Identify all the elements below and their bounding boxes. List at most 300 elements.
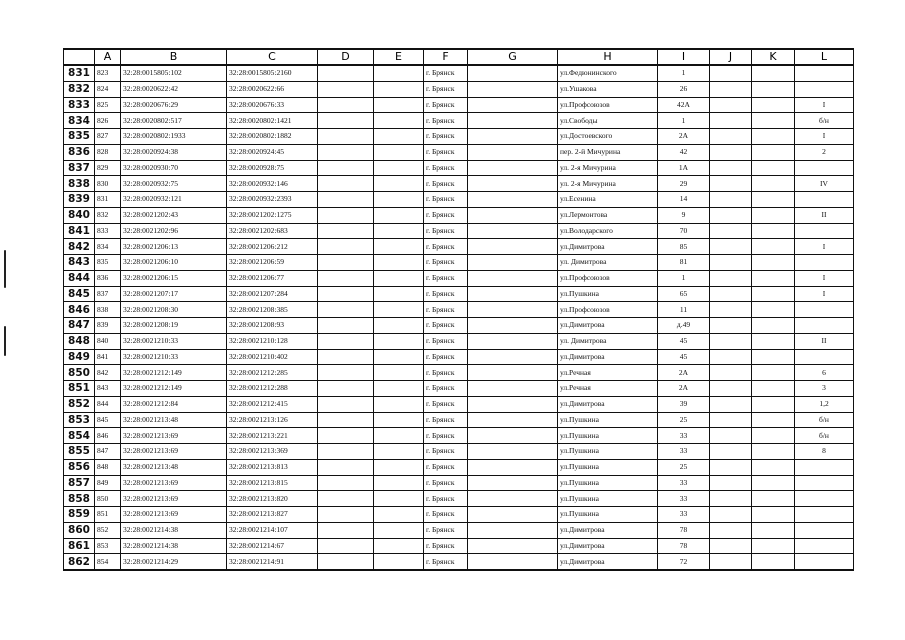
cell-k[interactable] <box>752 459 795 475</box>
cell-e[interactable] <box>374 381 424 397</box>
cell-h[interactable]: ул.Речная <box>558 365 658 381</box>
cell-b[interactable]: 32:28:0021207:17 <box>121 286 227 302</box>
row-number[interactable]: 837 <box>64 160 95 176</box>
column-header-b[interactable]: B <box>121 49 227 65</box>
cell-l[interactable]: 8 <box>795 444 854 460</box>
cell-e[interactable] <box>374 81 424 97</box>
row-number[interactable]: 832 <box>64 81 95 97</box>
cell-d[interactable] <box>318 365 374 381</box>
row-number[interactable]: 850 <box>64 365 95 381</box>
cell-g[interactable] <box>468 475 558 491</box>
cell-j[interactable] <box>710 318 752 334</box>
cell-g[interactable] <box>468 365 558 381</box>
cell-c[interactable]: 32:28:0020924:45 <box>227 144 318 160</box>
cell-k[interactable] <box>752 522 795 538</box>
cell-j[interactable] <box>710 475 752 491</box>
cell-a[interactable]: 840 <box>95 333 121 349</box>
column-header-corner[interactable] <box>64 49 95 65</box>
cell-g[interactable] <box>468 491 558 507</box>
cell-b[interactable]: 32:28:0021213:69 <box>121 444 227 460</box>
cell-j[interactable] <box>710 81 752 97</box>
cell-i[interactable]: 29 <box>658 176 710 192</box>
column-header-h[interactable]: H <box>558 49 658 65</box>
cell-b[interactable]: 32:28:0020802:1933 <box>121 129 227 145</box>
row-number[interactable]: 834 <box>64 113 95 129</box>
cell-b[interactable]: 32:28:0021214:29 <box>121 554 227 570</box>
cell-d[interactable] <box>318 381 374 397</box>
cell-c[interactable]: 32:28:0021208:385 <box>227 302 318 318</box>
cell-f[interactable]: г. Брянск <box>424 318 468 334</box>
row-number[interactable]: 839 <box>64 192 95 208</box>
cell-j[interactable] <box>710 302 752 318</box>
cell-i[interactable]: 81 <box>658 255 710 271</box>
cell-b[interactable]: 32:28:0021206:15 <box>121 270 227 286</box>
cell-e[interactable] <box>374 192 424 208</box>
cell-c[interactable]: 32:28:0021206:59 <box>227 255 318 271</box>
cell-a[interactable]: 839 <box>95 318 121 334</box>
cell-h[interactable]: ул.Федюнинского <box>558 65 658 81</box>
cell-k[interactable] <box>752 239 795 255</box>
cell-k[interactable] <box>752 538 795 554</box>
cell-i[interactable]: 11 <box>658 302 710 318</box>
cell-b[interactable]: 32:28:0021213:48 <box>121 459 227 475</box>
cell-h[interactable]: ул.Володарского <box>558 223 658 239</box>
cell-j[interactable] <box>710 129 752 145</box>
cell-b[interactable]: 32:28:0021212:149 <box>121 381 227 397</box>
cell-g[interactable] <box>468 239 558 255</box>
cell-a[interactable]: 836 <box>95 270 121 286</box>
cell-d[interactable] <box>318 192 374 208</box>
cell-j[interactable] <box>710 349 752 365</box>
cell-l[interactable]: 1,2 <box>795 396 854 412</box>
cell-k[interactable] <box>752 160 795 176</box>
cell-a[interactable]: 851 <box>95 507 121 523</box>
row-number[interactable]: 853 <box>64 412 95 428</box>
cell-i[interactable]: 1 <box>658 65 710 81</box>
cell-g[interactable] <box>468 129 558 145</box>
cell-g[interactable] <box>468 207 558 223</box>
cell-d[interactable] <box>318 538 374 554</box>
cell-g[interactable] <box>468 381 558 397</box>
cell-e[interactable] <box>374 333 424 349</box>
cell-a[interactable]: 845 <box>95 412 121 428</box>
cell-l[interactable] <box>795 491 854 507</box>
cell-c[interactable]: 32:28:0021207:284 <box>227 286 318 302</box>
cell-b[interactable]: 32:28:0020924:38 <box>121 144 227 160</box>
cell-i[interactable]: 45 <box>658 333 710 349</box>
cell-k[interactable] <box>752 176 795 192</box>
cell-j[interactable] <box>710 270 752 286</box>
cell-b[interactable]: 32:28:0015805:102 <box>121 65 227 81</box>
cell-f[interactable]: г. Брянск <box>424 207 468 223</box>
cell-c[interactable]: 32:28:0021213:820 <box>227 491 318 507</box>
row-number[interactable]: 845 <box>64 286 95 302</box>
cell-l[interactable]: 6 <box>795 365 854 381</box>
cell-c[interactable]: 32:28:0021214:107 <box>227 522 318 538</box>
cell-d[interactable] <box>318 97 374 113</box>
cell-a[interactable]: 849 <box>95 475 121 491</box>
cell-b[interactable]: 32:28:0021213:69 <box>121 428 227 444</box>
cell-k[interactable] <box>752 475 795 491</box>
cell-h[interactable]: ул.Пушкина <box>558 412 658 428</box>
column-header-a[interactable]: A <box>95 49 121 65</box>
cell-l[interactable]: IV <box>795 176 854 192</box>
cell-g[interactable] <box>468 97 558 113</box>
cell-k[interactable] <box>752 428 795 444</box>
cell-l[interactable]: б/н <box>795 113 854 129</box>
cell-k[interactable] <box>752 365 795 381</box>
cell-d[interactable] <box>318 207 374 223</box>
cell-d[interactable] <box>318 113 374 129</box>
row-number[interactable]: 862 <box>64 554 95 570</box>
cell-a[interactable]: 829 <box>95 160 121 176</box>
row-number[interactable]: 859 <box>64 507 95 523</box>
cell-f[interactable]: г. Брянск <box>424 113 468 129</box>
cell-i[interactable]: 14 <box>658 192 710 208</box>
cell-f[interactable]: г. Брянск <box>424 507 468 523</box>
cell-d[interactable] <box>318 412 374 428</box>
cell-l[interactable]: I <box>795 286 854 302</box>
cell-g[interactable] <box>468 223 558 239</box>
cell-d[interactable] <box>318 239 374 255</box>
cell-g[interactable] <box>468 318 558 334</box>
cell-k[interactable] <box>752 97 795 113</box>
cell-b[interactable]: 32:28:0021210:33 <box>121 333 227 349</box>
cell-c[interactable]: 32:28:0021214:67 <box>227 538 318 554</box>
cell-a[interactable]: 826 <box>95 113 121 129</box>
cell-h[interactable]: ул.Профсоюзов <box>558 270 658 286</box>
cell-j[interactable] <box>710 223 752 239</box>
cell-h[interactable]: ул.Димитрова <box>558 538 658 554</box>
cell-c[interactable]: 32:28:0020802:1421 <box>227 113 318 129</box>
cell-f[interactable]: г. Брянск <box>424 349 468 365</box>
cell-e[interactable] <box>374 223 424 239</box>
cell-l[interactable] <box>795 554 854 570</box>
row-number[interactable]: 844 <box>64 270 95 286</box>
cell-c[interactable]: 32:28:0021210:128 <box>227 333 318 349</box>
cell-f[interactable]: г. Брянск <box>424 365 468 381</box>
cell-i[interactable]: 39 <box>658 396 710 412</box>
cell-j[interactable] <box>710 192 752 208</box>
cell-d[interactable] <box>318 81 374 97</box>
cell-e[interactable] <box>374 444 424 460</box>
cell-f[interactable]: г. Брянск <box>424 302 468 318</box>
cell-l[interactable] <box>795 255 854 271</box>
cell-h[interactable]: ул.Димитрова <box>558 554 658 570</box>
cell-g[interactable] <box>468 444 558 460</box>
cell-b[interactable]: 32:28:0021202:43 <box>121 207 227 223</box>
row-number[interactable]: 841 <box>64 223 95 239</box>
cell-j[interactable] <box>710 176 752 192</box>
cell-f[interactable]: г. Брянск <box>424 333 468 349</box>
cell-b[interactable]: 32:28:0021213:48 <box>121 412 227 428</box>
cell-h[interactable]: ул.Речная <box>558 381 658 397</box>
cell-g[interactable] <box>468 507 558 523</box>
row-number[interactable]: 861 <box>64 538 95 554</box>
cell-k[interactable] <box>752 333 795 349</box>
cell-h[interactable]: ул. Димитрова <box>558 333 658 349</box>
row-number[interactable]: 857 <box>64 475 95 491</box>
cell-k[interactable] <box>752 554 795 570</box>
cell-g[interactable] <box>468 396 558 412</box>
cell-k[interactable] <box>752 396 795 412</box>
column-header-l[interactable]: L <box>795 49 854 65</box>
cell-f[interactable]: г. Брянск <box>424 444 468 460</box>
cell-h[interactable]: ул.Профсоюзов <box>558 302 658 318</box>
column-header-d[interactable]: D <box>318 49 374 65</box>
cell-i[interactable]: 42А <box>658 97 710 113</box>
cell-a[interactable]: 844 <box>95 396 121 412</box>
cell-f[interactable]: г. Брянск <box>424 428 468 444</box>
cell-e[interactable] <box>374 113 424 129</box>
cell-g[interactable] <box>468 81 558 97</box>
cell-h[interactable]: ул.Димитрова <box>558 396 658 412</box>
cell-h[interactable]: ул.Есенина <box>558 192 658 208</box>
cell-h[interactable]: пер. 2-й Мичурина <box>558 144 658 160</box>
cell-l[interactable] <box>795 507 854 523</box>
cell-l[interactable] <box>795 65 854 81</box>
cell-f[interactable]: г. Брянск <box>424 459 468 475</box>
cell-c[interactable]: 32:28:0021213:221 <box>227 428 318 444</box>
cell-g[interactable] <box>468 192 558 208</box>
cell-k[interactable] <box>752 129 795 145</box>
cell-b[interactable]: 32:28:0021212:149 <box>121 365 227 381</box>
cell-k[interactable] <box>752 192 795 208</box>
cell-b[interactable]: 32:28:0021214:38 <box>121 522 227 538</box>
cell-g[interactable] <box>468 522 558 538</box>
row-number[interactable]: 848 <box>64 333 95 349</box>
cell-e[interactable] <box>374 459 424 475</box>
cell-f[interactable]: г. Брянск <box>424 491 468 507</box>
cell-b[interactable]: 32:28:0020932:121 <box>121 192 227 208</box>
cell-e[interactable] <box>374 176 424 192</box>
cell-k[interactable] <box>752 270 795 286</box>
cell-g[interactable] <box>468 333 558 349</box>
cell-c[interactable]: 32:28:0021214:91 <box>227 554 318 570</box>
cell-d[interactable] <box>318 318 374 334</box>
cell-j[interactable] <box>710 365 752 381</box>
row-number[interactable]: 831 <box>64 65 95 81</box>
cell-a[interactable]: 842 <box>95 365 121 381</box>
cell-c[interactable]: 32:28:0021206:77 <box>227 270 318 286</box>
cell-l[interactable] <box>795 475 854 491</box>
cell-b[interactable]: 32:28:0021214:38 <box>121 538 227 554</box>
cell-b[interactable]: 32:28:0021202:96 <box>121 223 227 239</box>
cell-d[interactable] <box>318 270 374 286</box>
cell-i[interactable]: 72 <box>658 554 710 570</box>
cell-c[interactable]: 32:28:0020932:2393 <box>227 192 318 208</box>
cell-i[interactable]: 2А <box>658 365 710 381</box>
cell-e[interactable] <box>374 255 424 271</box>
cell-b[interactable]: 32:28:0020930:70 <box>121 160 227 176</box>
cell-b[interactable]: 32:28:0021210:33 <box>121 349 227 365</box>
cell-a[interactable]: 833 <box>95 223 121 239</box>
cell-f[interactable]: г. Брянск <box>424 65 468 81</box>
cell-b[interactable]: 32:28:0021206:10 <box>121 255 227 271</box>
cell-e[interactable] <box>374 475 424 491</box>
cell-f[interactable]: г. Брянск <box>424 396 468 412</box>
cell-c[interactable]: 32:28:0020802:1882 <box>227 129 318 145</box>
cell-j[interactable] <box>710 381 752 397</box>
cell-f[interactable]: г. Брянск <box>424 144 468 160</box>
cell-f[interactable]: г. Брянск <box>424 192 468 208</box>
cell-k[interactable] <box>752 207 795 223</box>
cell-h[interactable]: ул.Пушкина <box>558 507 658 523</box>
cell-d[interactable] <box>318 160 374 176</box>
cell-d[interactable] <box>318 302 374 318</box>
row-number[interactable]: 835 <box>64 129 95 145</box>
cell-c[interactable]: 32:28:0020932:146 <box>227 176 318 192</box>
cell-e[interactable] <box>374 65 424 81</box>
cell-i[interactable]: 2А <box>658 129 710 145</box>
cell-l[interactable] <box>795 192 854 208</box>
cell-k[interactable] <box>752 113 795 129</box>
cell-c[interactable]: 32:28:0020928:75 <box>227 160 318 176</box>
cell-i[interactable]: 1А <box>658 160 710 176</box>
cell-b[interactable]: 32:28:0021213:69 <box>121 507 227 523</box>
cell-k[interactable] <box>752 381 795 397</box>
cell-j[interactable] <box>710 522 752 538</box>
row-number[interactable]: 843 <box>64 255 95 271</box>
cell-a[interactable]: 827 <box>95 129 121 145</box>
cell-g[interactable] <box>468 412 558 428</box>
cell-i[interactable]: 85 <box>658 239 710 255</box>
cell-i[interactable]: 65 <box>658 286 710 302</box>
cell-a[interactable]: 832 <box>95 207 121 223</box>
cell-e[interactable] <box>374 302 424 318</box>
cell-j[interactable] <box>710 428 752 444</box>
cell-l[interactable] <box>795 223 854 239</box>
cell-a[interactable]: 838 <box>95 302 121 318</box>
cell-c[interactable]: 32:28:0020676:33 <box>227 97 318 113</box>
cell-g[interactable] <box>468 255 558 271</box>
cell-h[interactable]: ул.Пушкина <box>558 428 658 444</box>
cell-k[interactable] <box>752 144 795 160</box>
cell-d[interactable] <box>318 223 374 239</box>
cell-i[interactable]: 1 <box>658 270 710 286</box>
cell-g[interactable] <box>468 144 558 160</box>
cell-a[interactable]: 841 <box>95 349 121 365</box>
cell-g[interactable] <box>468 160 558 176</box>
cell-f[interactable]: г. Брянск <box>424 412 468 428</box>
cell-h[interactable]: ул.Пушкина <box>558 475 658 491</box>
cell-a[interactable]: 848 <box>95 459 121 475</box>
row-number[interactable]: 855 <box>64 444 95 460</box>
cell-c[interactable]: 32:28:0021213:815 <box>227 475 318 491</box>
cell-l[interactable]: I <box>795 270 854 286</box>
cell-c[interactable]: 32:28:0021212:285 <box>227 365 318 381</box>
cell-i[interactable]: 33 <box>658 444 710 460</box>
cell-i[interactable]: 9 <box>658 207 710 223</box>
cell-c[interactable]: 32:28:0021213:813 <box>227 459 318 475</box>
cell-d[interactable] <box>318 255 374 271</box>
cell-a[interactable]: 847 <box>95 444 121 460</box>
cell-j[interactable] <box>710 459 752 475</box>
cell-e[interactable] <box>374 428 424 444</box>
cell-h[interactable]: ул.Димитрова <box>558 239 658 255</box>
cell-c[interactable]: 32:28:0021202:1275 <box>227 207 318 223</box>
cell-d[interactable] <box>318 491 374 507</box>
cell-l[interactable]: б/н <box>795 428 854 444</box>
cell-b[interactable]: 32:28:0021213:69 <box>121 475 227 491</box>
cell-b[interactable]: 32:28:0020622:42 <box>121 81 227 97</box>
cell-g[interactable] <box>468 349 558 365</box>
cell-g[interactable] <box>468 428 558 444</box>
cell-d[interactable] <box>318 475 374 491</box>
cell-d[interactable] <box>318 428 374 444</box>
cell-j[interactable] <box>710 491 752 507</box>
cell-g[interactable] <box>468 459 558 475</box>
cell-a[interactable]: 846 <box>95 428 121 444</box>
cell-l[interactable] <box>795 160 854 176</box>
column-header-g[interactable]: G <box>468 49 558 65</box>
cell-g[interactable] <box>468 538 558 554</box>
cell-c[interactable]: 32:28:0021213:126 <box>227 412 318 428</box>
cell-f[interactable]: г. Брянск <box>424 522 468 538</box>
cell-h[interactable]: ул. Димитрова <box>558 255 658 271</box>
cell-d[interactable] <box>318 129 374 145</box>
cell-k[interactable] <box>752 65 795 81</box>
cell-f[interactable]: г. Брянск <box>424 270 468 286</box>
cell-f[interactable]: г. Брянск <box>424 97 468 113</box>
cell-j[interactable] <box>710 444 752 460</box>
cell-l[interactable]: II <box>795 333 854 349</box>
cell-l[interactable]: I <box>795 239 854 255</box>
row-number[interactable]: 860 <box>64 522 95 538</box>
cell-f[interactable]: г. Брянск <box>424 538 468 554</box>
cell-l[interactable] <box>795 318 854 334</box>
cell-h[interactable]: ул. 2-я Мичурина <box>558 160 658 176</box>
cell-j[interactable] <box>710 507 752 523</box>
cell-a[interactable]: 830 <box>95 176 121 192</box>
cell-b[interactable]: 32:28:0020676:29 <box>121 97 227 113</box>
cell-f[interactable]: г. Брянск <box>424 554 468 570</box>
column-header-e[interactable]: E <box>374 49 424 65</box>
cell-g[interactable] <box>468 270 558 286</box>
cell-i[interactable]: 2А <box>658 381 710 397</box>
cell-g[interactable] <box>468 65 558 81</box>
cell-d[interactable] <box>318 396 374 412</box>
cell-i[interactable]: 42 <box>658 144 710 160</box>
row-number[interactable]: 838 <box>64 176 95 192</box>
cell-j[interactable] <box>710 554 752 570</box>
cell-i[interactable]: 25 <box>658 412 710 428</box>
cell-e[interactable] <box>374 239 424 255</box>
cell-i[interactable]: 26 <box>658 81 710 97</box>
cell-d[interactable] <box>318 444 374 460</box>
cell-k[interactable] <box>752 302 795 318</box>
row-number[interactable]: 852 <box>64 396 95 412</box>
cell-i[interactable]: 1 <box>658 113 710 129</box>
cell-i[interactable]: 25 <box>658 459 710 475</box>
cell-b[interactable]: 32:28:0021212:84 <box>121 396 227 412</box>
cell-a[interactable]: 850 <box>95 491 121 507</box>
cell-f[interactable]: г. Брянск <box>424 381 468 397</box>
cell-d[interactable] <box>318 333 374 349</box>
cell-f[interactable]: г. Брянск <box>424 475 468 491</box>
cell-g[interactable] <box>468 302 558 318</box>
cell-h[interactable]: ул.Пушкина <box>558 491 658 507</box>
cell-i[interactable]: 78 <box>658 538 710 554</box>
cell-l[interactable] <box>795 302 854 318</box>
cell-f[interactable]: г. Брянск <box>424 255 468 271</box>
cell-i[interactable]: 78 <box>658 522 710 538</box>
column-header-c[interactable]: C <box>227 49 318 65</box>
cell-l[interactable]: 3 <box>795 381 854 397</box>
cell-l[interactable] <box>795 349 854 365</box>
cell-h[interactable]: ул.Свободы <box>558 113 658 129</box>
cell-e[interactable] <box>374 538 424 554</box>
